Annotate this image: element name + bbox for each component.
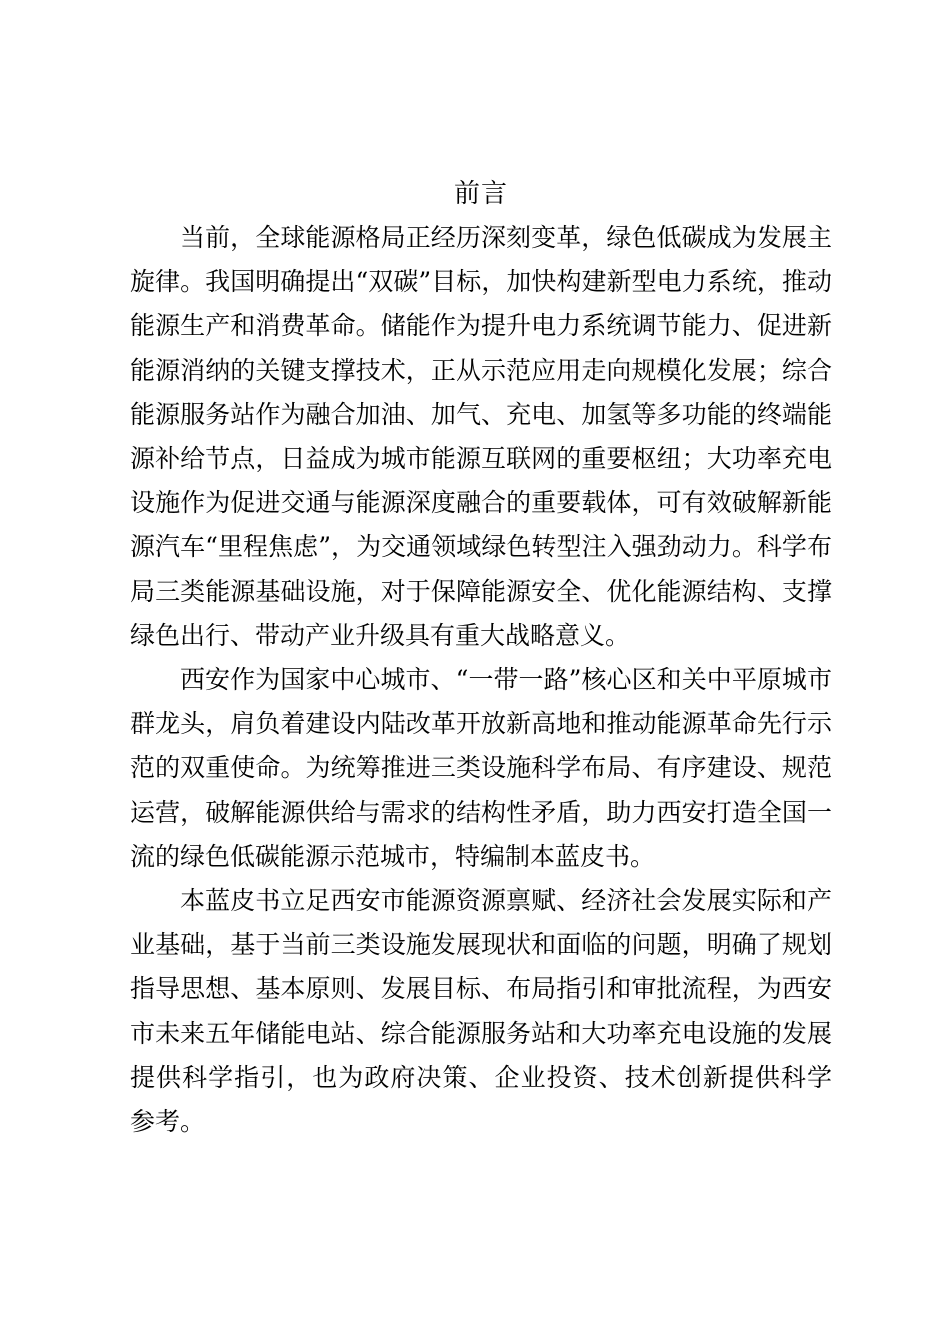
- text-line: 能源生产和消费革命。储能作为提升电力系统调节能力、促进新: [130, 311, 832, 341]
- text-line: 市未来五年储能电站、综合能源服务站和大功率充电设施的发展: [130, 1018, 832, 1048]
- text-line: 源汽车“里程焦虑”，为交通领域绿色转型注入强劲动力。科学布: [130, 532, 832, 562]
- text-line: 局三类能源基础设施，对于保障能源安全、优化能源结构、支撑: [130, 576, 832, 606]
- text-line: 范的双重使命。为统筹推进三类设施科学布局、有序建设、规范: [130, 753, 832, 783]
- page-title: 前言: [453, 179, 508, 209]
- text-line: 设施作为促进交通与能源深度融合的重要载体，可有效破解新能: [130, 488, 832, 518]
- document-page: [130, 172, 832, 1144]
- text-line: 本蓝皮书立足西安市能源资源禀赋、经济社会发展实际和产: [180, 886, 832, 916]
- paragraph-2: [130, 658, 832, 879]
- text-line: 能源消纳的关键支撑技术，正从示范应用走向规模化发展；综合: [130, 355, 832, 385]
- text-line: 流的绿色低碳能源示范城市，特编制本蓝皮书。: [130, 841, 656, 871]
- text-line: 源补给节点，日益成为城市能源互联网的重要枢纽；大功率充电: [130, 444, 832, 474]
- text-line: 运营，破解能源供给与需求的结构性矛盾，助力西安打造全国一: [130, 797, 832, 827]
- text-line: 能源服务站作为融合加油、加气、充电、加氢等多功能的终端能: [130, 399, 832, 429]
- text-line: 群龙头，肩负着建设内陆改革开放新高地和推动能源革命先行示: [130, 709, 832, 739]
- text-line: 西安作为国家中心城市、“一带一路”核心区和关中平原城市: [180, 665, 832, 695]
- text-line: 提供科学指引，也为政府决策、企业投资、技术创新提供科学: [130, 1062, 832, 1092]
- text-line: 旋律。我国明确提出“双碳”目标，加快构建新型电力系统，推动: [130, 267, 832, 297]
- text-line: 绿色出行、带动产业升级具有重大战略意义。: [130, 620, 631, 650]
- text-line: 业基础，基于当前三类设施发展现状和面临的问题，明确了规划: [130, 930, 832, 960]
- paragraph-3: [130, 879, 832, 1144]
- paragraph-1: [130, 216, 832, 658]
- text-line: 参考。: [130, 1107, 206, 1137]
- text-line: 当前，全球能源格局正经历深刻变革，绿色低碳成为发展主: [180, 223, 832, 252]
- text-line: 指导思想、基本原则、发展目标、布局指引和审批流程，为西安: [130, 974, 832, 1004]
